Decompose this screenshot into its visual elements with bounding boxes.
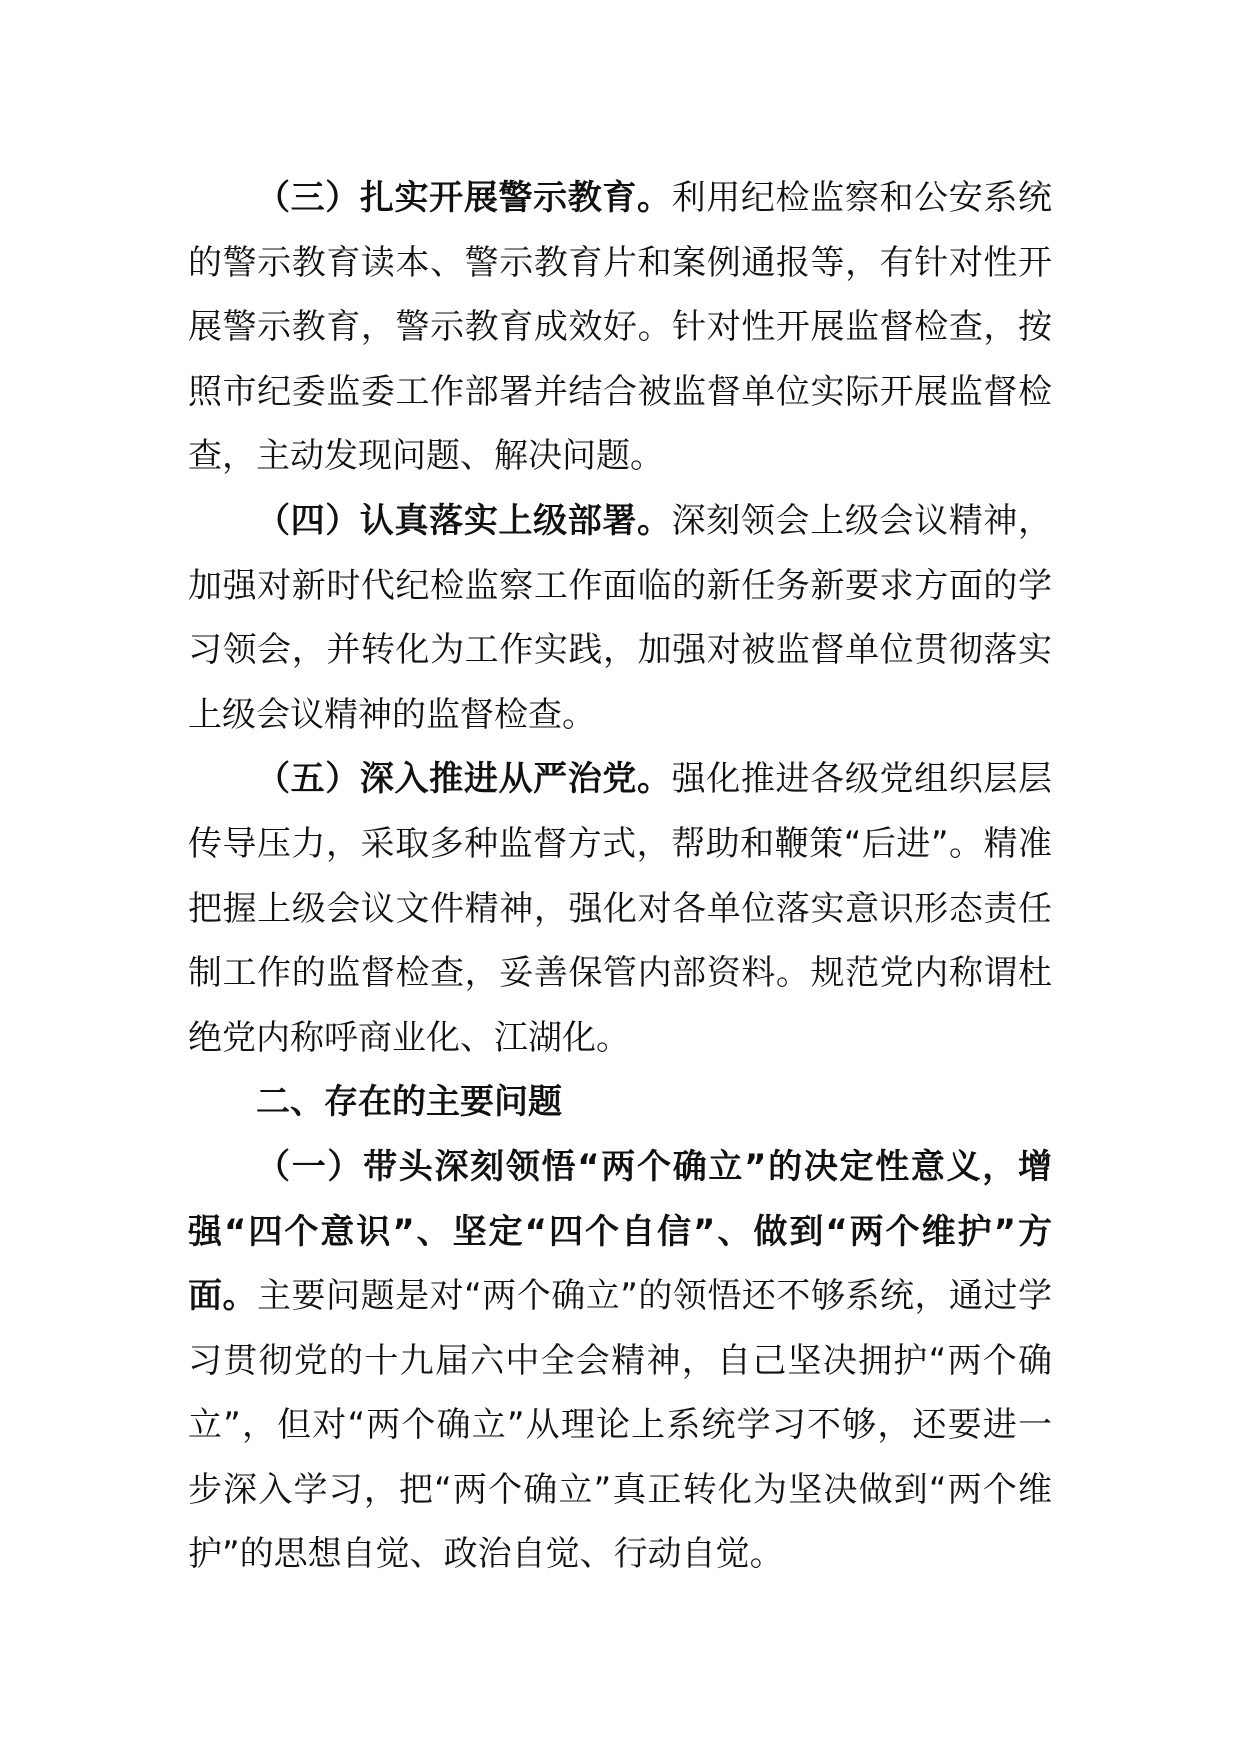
paragraph-lead: （四）认真落实上级部署。 — [256, 500, 672, 541]
paragraph-lead: （一）带头深刻领悟“两个确立”的决定性意义，增强“四个意识”、坚定“四个自信”、做到“两个维护”方面。 — [188, 1146, 1052, 1317]
paragraph-text: 强化推进各级党组织层层传导压力，采取多种监督方式，帮助和鞭策“后进”。精准把握上级会议文件精神，强化对各单位落实意识形态责任制工作的监督检查，妥善保管内部资料。规范党内称谓杜绝党内称呼商业化、江湖化。 — [188, 759, 1053, 1058]
paragraph-warning-education — [188, 166, 1052, 489]
paragraph-text: 主要问题是对“两个确立”的领悟还不够系统，通过学习贯彻党的十九届六中全会精神，自己坚决拥护“两个确立”，但对“两个确立”从理论上系统学习不够，还要进一步深入学习，把“两个确立”真正转化为坚决做到“两个维护”的思想自觉、政治自觉、行动自觉。 — [188, 1276, 1053, 1575]
paragraph-text: 深刻领会上级会议精神，加强对新时代纪检监察工作面临的新任务新要求方面的学习领会，并转化为工作实践，加强对被监督单位贯彻落实上级会议精神的监督检查。 — [188, 500, 1053, 735]
section-heading: 二、存在的主要问题 — [256, 1082, 562, 1123]
paragraph-lead: （三）扎实开展警示教育。 — [256, 178, 672, 218]
paragraph-strict-governance — [188, 747, 1052, 1070]
paragraph-text: 利用纪检监察和公安系统的警示教育读本、警示教育片和案例通报等，有针对性开展警示教育，警示教育成效好。针对性开展监督检查，按照市纪委监委工作部署并结合被监督单位实际开展监督检查，主动发现问题、解决问题。 — [188, 178, 1053, 477]
paragraph-lead: （五）深入推进从严治党。 — [256, 759, 672, 800]
paragraph-two-establishments — [188, 1135, 1052, 1587]
paragraph-implement-deployment — [188, 489, 1052, 747]
document-body — [188, 166, 1052, 1587]
